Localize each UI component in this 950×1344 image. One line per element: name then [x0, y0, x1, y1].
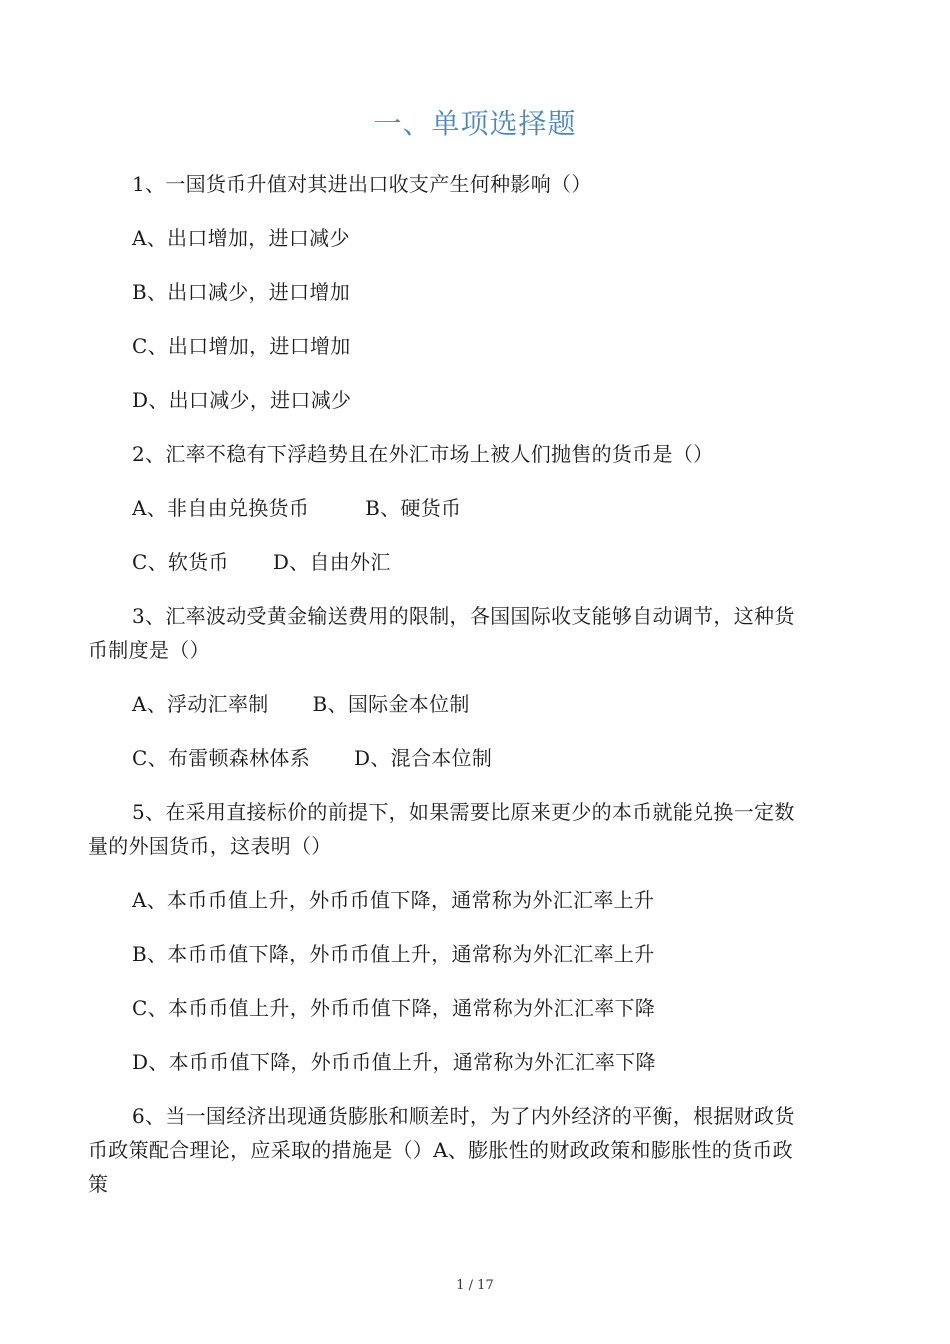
question-1-option-c: C、出口增加，进口增加 — [132, 334, 351, 358]
question-2-options-row-2 — [88, 545, 922, 579]
page-number: 1 / 17 — [456, 1278, 494, 1293]
question-2-option-b: B、硬货币 — [365, 496, 462, 520]
question-3-options-row-2 — [88, 741, 922, 775]
question-2-options-row-1 — [88, 491, 922, 525]
question-6-stem-line-1: 6、当一国经济出现通货膨胀和顺差时，为了内外经济的平衡，根据财政货 — [132, 1104, 795, 1128]
question-1-stem: 1、一国货币升值对其进出口收支产生何种影响（） — [132, 172, 592, 196]
question-3-stem-line-2: 币制度是（） — [88, 638, 210, 662]
question-5-option-d: D、本币币值下降，外币币值上升，通常称为外汇汇率下降 — [132, 1050, 656, 1074]
question-6-stem-line-2: 币政策配合理论，应采取的措施是（）A、膨胀性的财政政策和膨胀性的货币政 — [88, 1138, 793, 1162]
question-5-stem-line-1: 5、在采用直接标价的前提下，如果需要比原来更少的本币就能兑换一定数 — [132, 800, 795, 824]
question-5-option-a: A、本币币值上升，外币币值下降，通常称为外汇汇率上升 — [132, 888, 655, 912]
question-2-stem: 2、汇率不稳有下浮趋势且在外汇市场上被人们抛售的货币是（） — [132, 442, 714, 466]
question-6-stem-line-3: 策 — [88, 1172, 109, 1196]
question-1-option-d: D、出口减少，进口减少 — [132, 388, 352, 412]
question-3-option-a: A、浮动汇率制 — [132, 692, 269, 716]
question-5-option-b: B、本币币值下降，外币币值上升，通常称为外汇汇率上升 — [132, 942, 655, 966]
question-3-options-row-1 — [88, 687, 922, 721]
question-5-stem-line-2: 量的外国货币，这表明（） — [88, 834, 332, 858]
section-heading: 一、单项选择题 — [373, 107, 577, 140]
question-2-option-a: A、非自由兑换货币 — [132, 496, 310, 520]
question-3-option-c: C、布雷顿森林体系 — [132, 746, 311, 770]
question-5-option-c: C、本币币值上升，外币币值下降，通常称为外汇汇率下降 — [132, 996, 656, 1020]
question-2-option-d: D、自由外汇 — [272, 550, 391, 574]
question-1-option-a: A、出口增加，进口减少 — [132, 226, 350, 250]
question-3-option-b: B、国际金本位制 — [312, 692, 470, 716]
question-1-option-b: B、出口减少，进口增加 — [132, 280, 350, 304]
question-3-stem-line-1: 3、汇率波动受黄金输送费用的限制，各国国际收支能够自动调节，这种货 — [132, 604, 795, 628]
question-2-option-c: C、软货币 — [132, 550, 229, 574]
question-3-option-d: D、混合本位制 — [354, 746, 493, 770]
